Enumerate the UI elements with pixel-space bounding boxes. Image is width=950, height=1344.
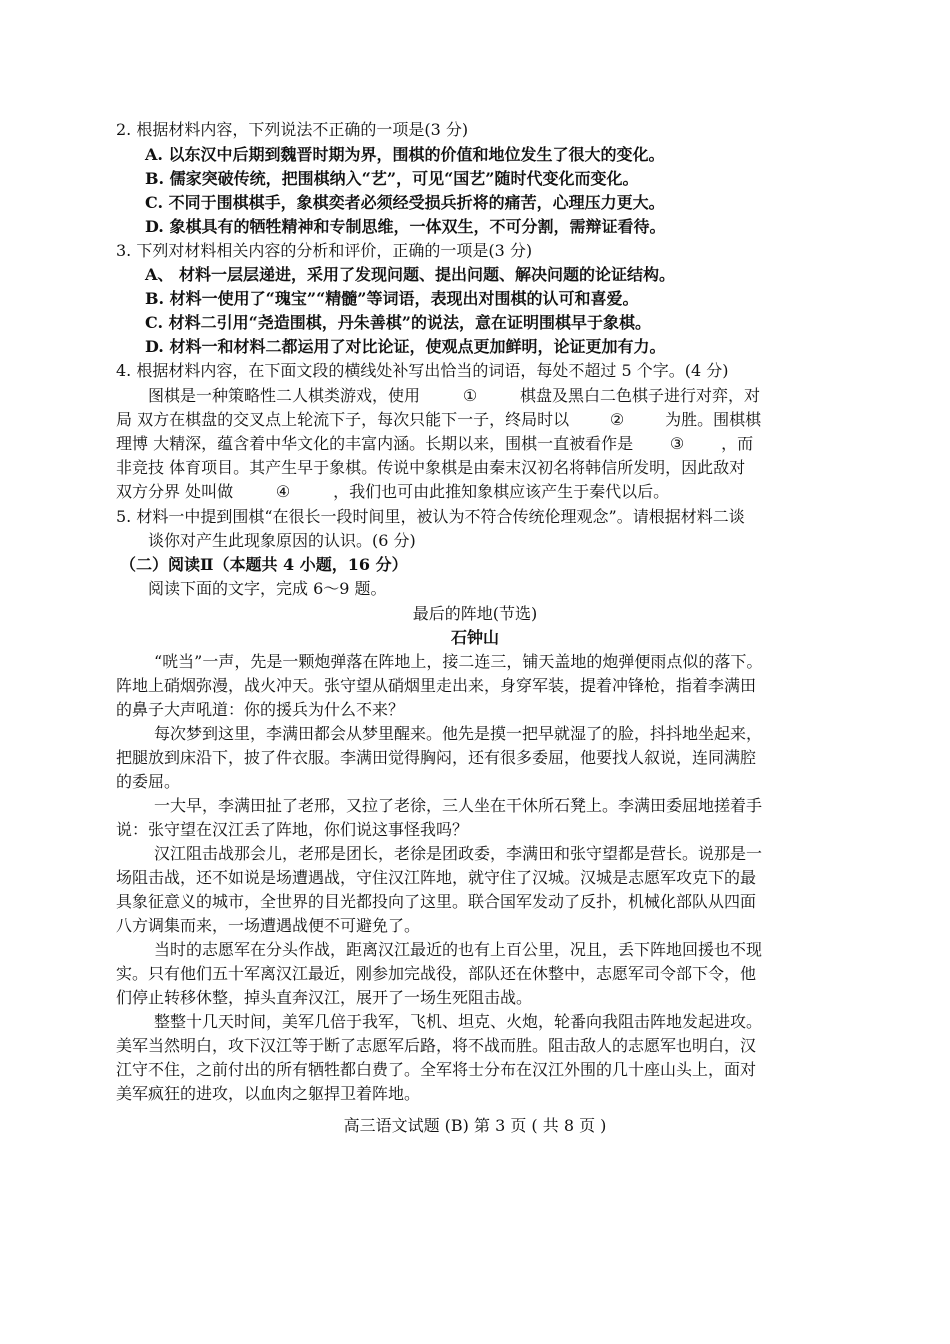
q4-line-3 [116,432,753,456]
article-line: 把腿放到床沿下，披了件衣服。李满田觉得胸闷，还有很多委屈，他要找人叙说，连同满腔 [116,748,757,767]
q5-line-1: 5. 材料一中提到围棋“在很长一段时间里，被认为不符合传统伦理观念”。请根据材料二谈 [116,507,745,526]
q4-line-3-text-b: ，而 [721,434,754,453]
q4-line-5-text-b: ，我们也可由此推知象棋应该产生于秦代以后。 [333,482,670,501]
article-line: 的委屈。 [116,772,181,791]
q2-option-d: D. 象棋具有的牺牲精神和专制思维，一体双生，不可分割，需辩证看待。 [145,217,666,236]
article-title: 最后的阵地(节选) [412,604,538,623]
article-line: 具象征意义的城市，全世界的目光都投向了这里。联合国军发动了反扑，机械化部队从四面 [116,892,757,911]
article-line: 一大早，李满田扯了老邢，又拉了老徐，三人坐在干休所石凳上。李满田委屈地搓着手 [154,796,763,815]
q3-option-c: C. 材料二引用“尧造围棋，丹朱善棋”的说法，意在证明围棋早于象棋。 [145,313,652,332]
article-line: 的鼻子大声吼道：你的援兵为什么不来？ [116,700,405,719]
article-line: 美军当然明白，攻下汉江等于断了志愿军后路，将不战而胜。阻击敌人的志愿军也明白，汉 [116,1036,757,1055]
article-author: 石钟山 [450,628,499,647]
q4-line-2 [116,408,761,432]
q4-line-2-text-a: 局 双方在棋盘的交叉点上轮流下子，每次只能下一子，终局时以 [116,410,570,429]
q4-line-5 [116,480,669,504]
q2-option-b: B. 儒家突破传统，把围棋纳入“艺”，可见“国艺”随时代变化而变化。 [145,169,639,188]
article-line: 说：张守望在汉江丢了阵地，你们说这事怪我吗？ [116,820,469,839]
q3-option-b: B. 材料一使用了“瑰宝”“精髓”等词语，表现出对围棋的认可和喜爱。 [145,289,639,308]
section-heading: （二）阅读Ⅱ（本题共 4 小题，16 分） [120,555,408,574]
q2-stem: 2. 根据材料内容，下列说法不正确的一项是(3 分) [116,120,469,139]
q3-option-a: A、 材料一层层递进，采用了发现问题、提出问题、解决问题的论证结构。 [145,265,675,284]
article-line: 江守不住，之前付出的所有牺牲都白费了。全军将士分布在汉江外围的几十座山头上，面对 [116,1060,757,1079]
article-line: 每次梦到这里，李满田都会从梦里醒来。他先是摸一把早就湿了的脸，抖抖地坐起来， [154,724,763,743]
q5-line-2: 谈你对产生此现象原因的认识。(6 分) [148,531,416,550]
blank-3: ③ [669,434,685,453]
page-footer: 高三语文试题 (B) 第 3 页 ( 共 8 页 ) [343,1116,607,1135]
q2-option-c: C. 不同于围棋棋手，象棋奕者必须经受损兵折将的痛苦，心理压力更大。 [145,193,665,212]
q4-line-1-text-a: 图棋是一种策略性二人棋类游戏，使用 [148,386,421,405]
q3-option-d: D. 材料一和材料二都运用了对比论证，使观点更加鲜明，论证更加有力。 [145,337,666,356]
blank-2: ② [609,410,625,429]
article-line: 实。只有他们五十军离汉江最近，刚参加完战役，部队还在休整中，志愿军司令部下令，他 [116,964,757,983]
article-line: 汉江阻击战那会儿，老邢是团长，老徐是团政委，李满田和张守望都是营长。说那是一 [154,844,763,863]
q3-stem: 3. 下列对材料相关内容的分析和评价，正确的一项是(3 分) [116,241,533,260]
q4-line-3-text-a: 理博 大精深，蕴含着中华文化的丰富内涵。长期以来，围棋一直被看作是 [116,434,634,453]
blank-1: ① [462,386,478,405]
q4-line-2-text-b: 为胜。围棋棋 [665,410,762,429]
article-line: 当时的志愿军在分头作战，距离汉江最近的也有上百公里，况且，丢下阵地回援也不现 [154,940,763,959]
article-line: 场阻击战，还不如说是场遭遇战，守住汉江阵地，就守住了汉城。汉城是志愿军攻克下的最 [116,868,757,887]
article-line: 们停止转移休整，掉头直奔汉江，展开了一场生死阻击战。 [116,988,533,1007]
q4-stem: 4. 根据材料内容，在下面文段的横线处补写出恰当的词语，每处不超过 5 个字。(4 分) [116,361,729,380]
article-line: 八方调集而来，一场遭遇战便不可避免了。 [116,916,421,935]
article-line: 阵地上硝烟弥漫，战火冲天。张守望从硝烟里走出来，身穿军装，提着冲锋枪，指着李满田 [116,676,757,695]
article-line: 整整十几天时间，美军几倍于我军，飞机、坦克、火炮，轮番向我阻击阵地发起进攻。 [154,1012,763,1031]
article-line: 美军疯狂的进攻，以血肉之躯捍卫着阵地。 [116,1084,421,1103]
blank-4: ④ [275,482,291,501]
q4-line-4: 非竞技 体育项目。其产生早于象棋。传说中象棋是由秦末汉初名将韩信所发明，因此敌对 [116,458,746,477]
q4-line-1 [148,384,760,408]
section-instruction: 阅读下面的文字，完成 6～9 题。 [148,579,387,598]
q4-line-5-text-a: 双方分界 处叫做 [116,482,234,501]
q2-option-a: A. 以东汉中后期到魏晋时期为界，围棋的价值和地位发生了很大的变化。 [145,145,665,164]
article-line: “咣当”一声，先是一颗炮弹落在阵地上，接二连三，铺天盖地的炮弹便雨点似的落下。 [154,652,763,671]
q4-line-1-text-b: 棋盘及黑白二色棋子进行对弈，对 [520,386,761,405]
